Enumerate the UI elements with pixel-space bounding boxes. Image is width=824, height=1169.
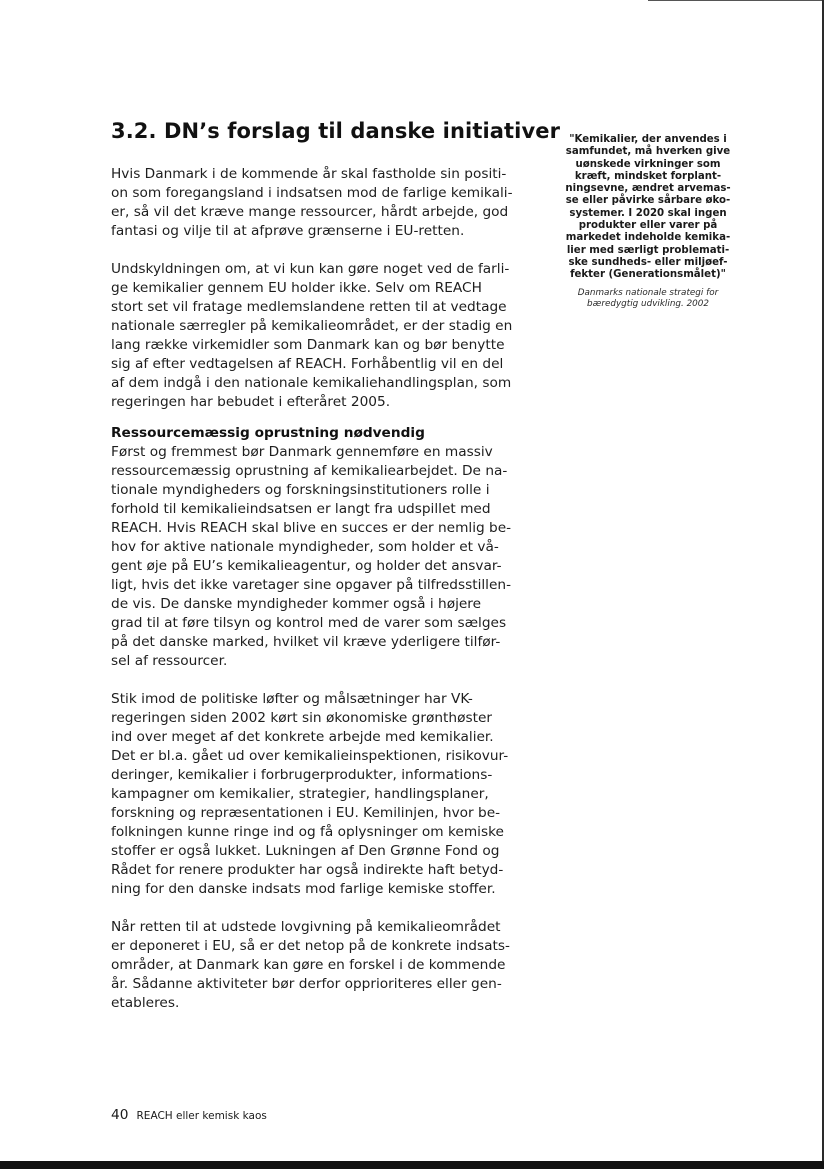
text-line: Hvis Danmark i de kommende år skal fastholde sin positi- (111, 166, 507, 182)
page-footer (111, 1104, 267, 1123)
quote-line: "Kemikalier, der anvendes i (569, 134, 727, 145)
text-line: deringer, kemikalier i forbrugerprodukter, informations- (111, 767, 493, 783)
text-line: etableres. (111, 995, 180, 1011)
quote-line: lier med særligt problemati- (566, 244, 730, 256)
text-line: on som foregangsland i indsatsen mod de farlige kemikali- (111, 185, 513, 201)
text-line: år. Sådanne aktiviteter bør derfor opprioriteres eller gen- (111, 976, 502, 992)
top-rule (648, 0, 824, 1)
text-line: lang række virkemidler som Danmark kan og bør benytte (111, 337, 505, 353)
text-line: Først og fremmest bør Danmark gennemføre en massiv (111, 444, 493, 460)
text-line: hov for aktive nationale myndigheder, som holder et vå- (111, 539, 499, 555)
text-line: ning for den danske indsats mod farlige kemiske stoffer. (111, 881, 496, 897)
text-line: sig af efter vedtagelsen af REACH. Forhåbentlig vil en del (111, 356, 504, 372)
subheading: Ressourcemæssig oprustning nødvendig (111, 425, 425, 441)
text-line: stort set vil fratage medlemslandene retten til at vedtage (111, 299, 507, 315)
quote-line: ningsevne, ændret arvemas- (565, 183, 731, 195)
text-line: er deponeret i EU, så er det netop på de konkrete indsats- (111, 938, 510, 954)
paragraph-excuse (111, 260, 531, 412)
paragraph-government (111, 690, 531, 899)
text-line: sel af ressourcer. (111, 653, 228, 669)
quote-line: produkter eller varer på (578, 220, 718, 232)
text-line: tionale myndigheders og forskningsinstitutioners rolle i (111, 482, 490, 498)
text-line: Når retten til at udstede lovgivning på kemikalieområdet (111, 919, 501, 935)
source-line: bæredygtig udvikling. 2002 (587, 298, 709, 309)
text-line: ressourcemæssig oprustning af kemikaliearbejdet. De na- (111, 463, 508, 479)
quote-line: ske sundheds- eller miljøef- (568, 256, 728, 268)
paragraph-conclusion (111, 918, 531, 1013)
text-line: områder, at Danmark kan gøre en forskel i de kommende (111, 957, 506, 973)
text-line: forhold til kemikalieindsatsen er langt fra udspillet med (111, 501, 491, 517)
text-line: grad til at føre tilsyn og kontrol med de varer som sælges (111, 615, 507, 631)
text-line: af dem indgå i den nationale kemikaliehandlingsplan, som (111, 375, 512, 391)
page-bottom-edge (0, 1161, 824, 1169)
text-line: Det er bl.a. gået ud over kemikalieinspektionen, risikovur- (111, 748, 509, 764)
text-line: Stik imod de politiske løfter og målsætninger har VK- (111, 691, 473, 707)
quote-line: uønskede virkninger som (575, 158, 721, 170)
text-line: Rådet for renere produkter har også indirekte haft betyd- (111, 862, 504, 878)
text-line: på det danske marked, hvilket vil kræve yderligere tilfør- (111, 634, 501, 650)
text-line: Undskyldningen om, at vi kun kan gøre noget ved de farli- (111, 261, 510, 277)
text-line: regeringen har bebudet i efteråret 2005. (111, 394, 391, 410)
quote-source (536, 288, 760, 310)
text-line: kampagner om kemikalier, strategier, handlingsplaner, (111, 786, 489, 802)
section-heading: 3.2. DN’s forslag til danske initiativer (111, 119, 561, 143)
page-number: 40 (111, 1107, 129, 1123)
quote-line: systemer. I 2020 skal ingen (569, 207, 727, 219)
publication-title: REACH eller kemisk kaos (136, 1110, 267, 1122)
text-line: ligt, hvis det ikke varetager sine opgaver på tilfredsstillen- (111, 577, 512, 593)
text-line: er, så vil det kræve mange ressourcer, hårdt arbejde, god (111, 204, 509, 220)
quote-line: fekter (Generationsmålet)" (570, 269, 726, 281)
sidebar-quote (536, 134, 760, 282)
sidebar-quote-box (536, 134, 760, 310)
text-line: folkningen kunne ringe ind og få oplysninger om kemiske (111, 824, 504, 840)
quote-line: markedet indeholde kemika- (565, 232, 731, 244)
text-line: fantasi og vilje til at afprøve grænserne i EU-retten. (111, 223, 465, 239)
quote-line: se eller påvirke sårbare øko- (565, 195, 731, 207)
text-line: forskning og repræsentationen i EU. Kemilinjen, hvor be- (111, 805, 501, 821)
text-line: nationale særregler på kemikalieområdet, er der stadig en (111, 318, 513, 334)
text-line: ge kemikalier gennem EU holder ikke. Selv om REACH (111, 280, 482, 296)
text-line: de vis. De danske myndigheder kommer også i højere (111, 596, 482, 612)
main-body-text (111, 165, 531, 1032)
text-line: gent øje på EU’s kemikalieagentur, og holder det ansvar- (111, 558, 502, 574)
text-line: regeringen siden 2002 kørt sin økonomiske grønthøster (111, 710, 492, 726)
quote-line: kræft, mindsket forplant- (574, 170, 722, 182)
paragraph-intro (111, 165, 531, 241)
text-line: stoffer er også lukket. Lukningen af Den Grønne Fond og (111, 843, 500, 859)
quote-line: samfundet, må hverken give (565, 146, 731, 158)
text-line: ind over meget af det konkrete arbejde med kemikalier. (111, 729, 494, 745)
paragraph-resources (111, 443, 531, 671)
text-line: REACH. Hvis REACH skal blive en succes er der nemlig be- (111, 520, 512, 536)
source-line: Danmarks nationale strategi for (577, 287, 719, 298)
